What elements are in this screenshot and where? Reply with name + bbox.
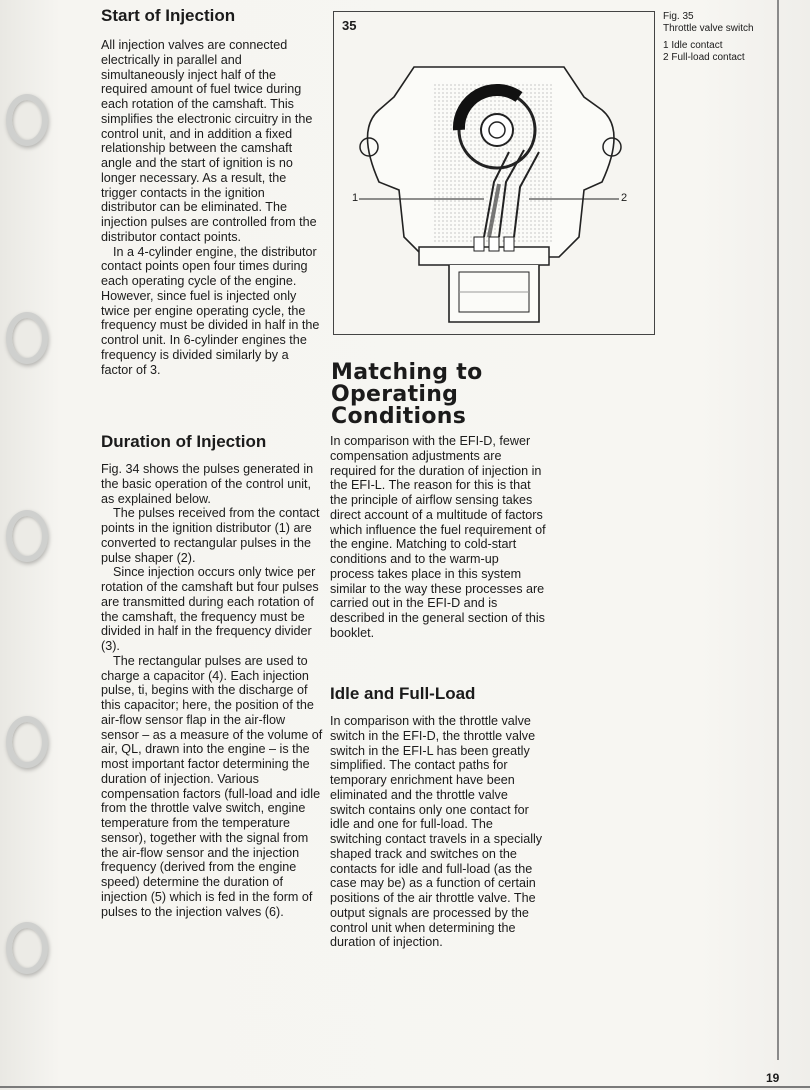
binder-ring bbox=[6, 312, 48, 364]
heading-line: Matching to bbox=[331, 360, 483, 385]
caption-fig-number: Fig. 35 bbox=[663, 11, 694, 22]
heading-matching-to-operating-conditions bbox=[331, 362, 483, 428]
margin-rule bbox=[777, 0, 779, 1060]
legend-item: 2 Full-load contact bbox=[663, 51, 745, 63]
legend-item: 1 Idle contact bbox=[663, 40, 723, 51]
heading-line: Operating bbox=[331, 382, 459, 407]
caption-title: Throttle valve switch bbox=[663, 22, 754, 34]
paragraph: In comparison with the throttle valve switch in the EFI-D, the throttle valve switch in the EFI-L has been greatly simplified. The contact paths for temporary enrichment have been eliminated and the throttle valve switch contains only one contact for idle and one for full-load. The switching contact travels in a specially shaped track and switches on the contacts for idle and full-load (as the case may be) as a function of certain positions of the air throttle valve. The output signals are processed by the control unit when determining the duration of injection. bbox=[330, 714, 543, 950]
idle-full-load-text bbox=[330, 714, 546, 950]
figure-number: 35 bbox=[342, 18, 357, 33]
bottom-rule bbox=[0, 1086, 810, 1088]
heading-idle-and-full-load: Idle and Full-Load bbox=[330, 684, 476, 703]
paragraph: The pulses received from the contact points in the ignition distributor (1) are converted to rectangular pulses in the pulse shaper (2). bbox=[101, 506, 320, 565]
paragraph: Fig. 34 shows the pulses generated in the basic operation of the control unit, as explained below. bbox=[101, 462, 314, 506]
paragraph: In comparison with the EFI-D, fewer compensation adjustments are required for the duration of injection in the EFI-L. The reason for this is that the principle of airflow sensing takes direct account of a multitude of factors which influence the fuel requirement of the engine. Matching to cold-start conditions and to the warm-up process takes place in this system similar to the way these processes are carried out in the EFI-D and is described in the general section of this booklet. bbox=[330, 434, 546, 640]
paragraph: Since injection occurs only twice per rotation of the camshaft but four pulses are transmitted during each rotation of the camshaft, the frequency must be divided in half in the frequency divider (3). bbox=[101, 565, 319, 653]
paragraph: All injection valves are connected electrically in parallel and simultaneously inject half of the required amount of fuel twice during each rotation of the camshaft. This simplifies the electronic circuitry in the control unit, and in addition a fixed relationship between the camshaft angle and the start of ignition is no longer necessary. As a result, the trigger contacts in the ignition distributor can be eliminated. The injection pulses are controlled from the distributor contact points. bbox=[101, 38, 317, 244]
matching-text bbox=[330, 434, 546, 641]
binder-ring bbox=[6, 922, 48, 974]
duration-of-injection-text bbox=[101, 462, 323, 919]
binder-ring bbox=[6, 94, 48, 146]
heading-duration-of-injection: Duration of Injection bbox=[101, 432, 267, 451]
callout-2: 2 bbox=[621, 192, 628, 204]
figure-caption bbox=[663, 11, 754, 63]
paragraph: In a 4-cylinder engine, the distributor contact points open four times during each operating cycle of the engine. However, since fuel is injected only twice per engine operating cycle, the frequency must be divided in half in the control unit. In 6-cylinder engines the frequency is divided similarly by a factor of 3. bbox=[101, 244, 320, 377]
page-number: 19 bbox=[766, 1071, 780, 1085]
start-of-injection-text bbox=[101, 38, 323, 377]
heading-line: Conditions bbox=[331, 404, 467, 429]
binder-ring bbox=[6, 716, 48, 768]
figure-throttle-valve-switch bbox=[333, 11, 655, 335]
binder-ring bbox=[6, 510, 48, 562]
heading-start-of-injection: Start of Injection bbox=[101, 6, 236, 25]
throttle-switch-drawing bbox=[334, 12, 654, 334]
callout-1: 1 bbox=[352, 192, 359, 204]
paragraph: The rectangular pulses are used to charge a capacitor (4). Each injection pulse, ti, begins with the discharge of this capacitor; here, the position of the air-flow sensor flap in the air-flow sensor – as a measure of the volume of air, QL, drawn into the engine – is the most important factor determining the duration of injection. Various compensation factors (full-load and idle from the throttle valve switch, engine temperature from the temperature sensor), together with the signal from the air-flow sensor and the injection frequency (derived from the engine speed) determine the duration of injection (5) which is fed in the form of pulses to the injection valves (6). bbox=[101, 653, 323, 919]
